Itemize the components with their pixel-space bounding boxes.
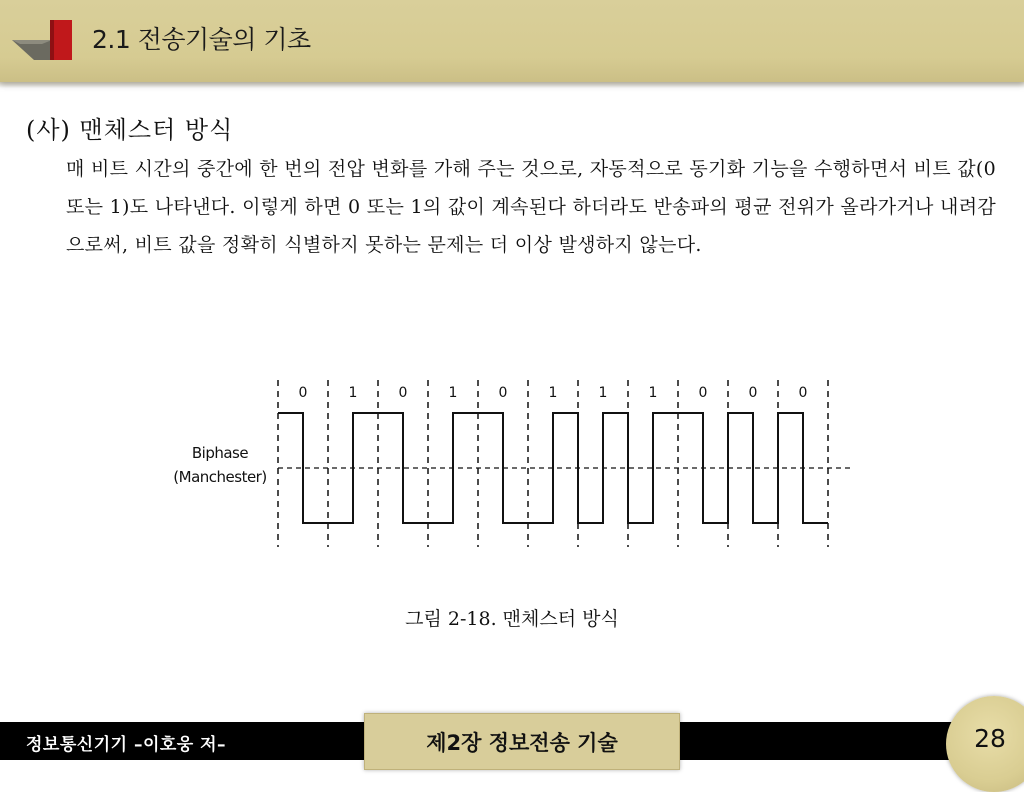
bit-label: 0 xyxy=(298,385,308,401)
signal-label-line2: (Manchester) xyxy=(173,468,267,486)
logo-mark-icon xyxy=(12,18,76,64)
body-paragraph: 매 비트 시간의 중간에 한 번의 전압 변화를 가해 주는 것으로, 자동적으로 동기화 기능을 수행하면서 비트 값(0 또는 1)도 나타낸다. 이렇게 하면 0 또는 1의 값이 계속된다 하더라도 반송파의 평균 전위가 올라가거나 내려감으로써, 비트 값을 정확히 식별하지 못하는 문제는 더 이상 발생하지 않는다. xyxy=(66,158,996,256)
bit-label: 0 xyxy=(748,385,758,401)
bit-label: 0 xyxy=(798,385,808,401)
bit-labels xyxy=(299,385,808,401)
bit-label: 1 xyxy=(598,385,608,401)
bit-label: 0 xyxy=(498,385,508,401)
footer-chapter-title: 제2장 정보전송 기술 xyxy=(364,713,680,770)
signal-label-line1: Biphase xyxy=(191,444,249,462)
bit-label: 1 xyxy=(348,385,358,401)
section-heading: (사) 맨체스터 방식 xyxy=(26,116,234,144)
slide-header xyxy=(0,0,1024,82)
slide-title: 2.1 전송기술의 기초 xyxy=(92,25,311,54)
bit-label: 1 xyxy=(448,385,458,401)
page-number: 28 xyxy=(974,724,1006,753)
bit-label: 0 xyxy=(398,385,408,401)
manchester-diagram xyxy=(160,375,860,550)
figure-caption: 그림 2-18. 맨체스터 방식 xyxy=(405,608,619,630)
bit-label: 1 xyxy=(648,385,658,401)
bit-label: 1 xyxy=(548,385,558,401)
footer-author: 정보통신기기 –이호웅 저– xyxy=(26,735,227,755)
bit-label: 0 xyxy=(698,385,708,401)
header-shadow xyxy=(0,82,1024,88)
